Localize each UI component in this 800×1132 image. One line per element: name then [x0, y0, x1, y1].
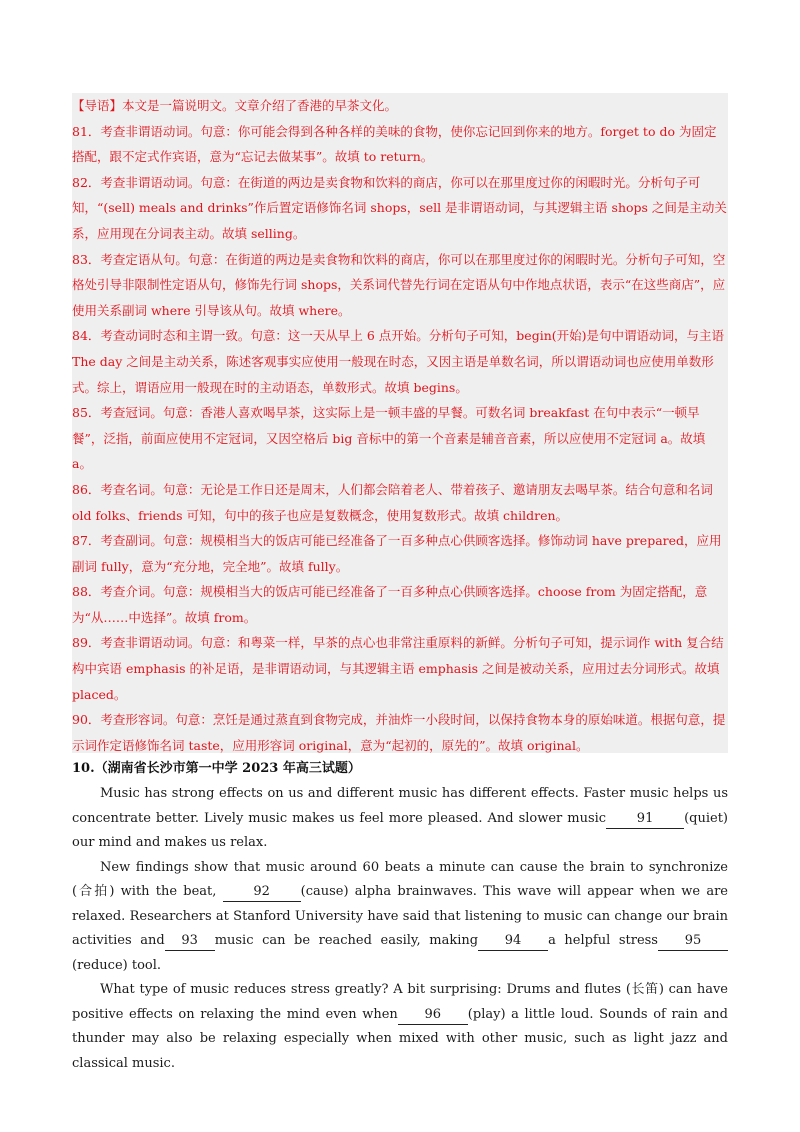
blank-93[interactable]: 93 [165, 932, 215, 951]
blank-94[interactable]: 94 [478, 932, 548, 951]
answer-item-88: 88．考查介词。句意：规模相当大的饭店可能已经准备了一百多种点心供顾客选择。choose from 为固定搭配，意为“从……中选择”。故填 from。 [72, 584, 708, 625]
passage-text: (quiet) our mind and makes us relax. [72, 810, 728, 850]
passage-text: a helpful stress [548, 933, 658, 948]
blank-92[interactable]: 92 [223, 883, 301, 902]
passage-paragraph-3 [72, 978, 728, 1076]
answer-item-85: 85．考查冠词。句意：香港人喜欢喝早茶，这实际上是一顿丰盛的早餐。可数名词 breakfast 在句中表示“一顿早餐”，泛指，前面应使用不定冠词，又因空格后 big 音标中的第一个音素是辅音音素，所以应使用不定冠词 a。故填 a。 [72, 405, 706, 472]
passage-text: music can be reached easily, making [214, 933, 479, 948]
passage-text: (cause) alpha brainwaves. This wave will appear when we are relaxed. Researchers at Stanford University have said that listening to music can change our brain activities and [72, 884, 729, 948]
passage-text: Music has strong effects on us and different music has different effects. Faster music helps us concentrate better. Lively music makes us feel more pleased. And slower music [72, 786, 728, 826]
blank-95[interactable]: 95 [658, 932, 728, 951]
answer-item-86: 86．考查名词。句意：无论是工作日还是周末，人们都会陪着老人、带着孩子、邀请朋友去喝早茶。结合句意和名词 old folks、friends 可知，句中的孩子也应是复数概念，使用复数形式。故填 children。 [72, 481, 713, 523]
answer-item-84: 84．考查动词时态和主谓一致。句意：这一天从早上 6 点开始。分析句子可知，begin(开始)是句中谓语动词，与主语 The day 之间是主动关系，陈述客观事实应使用一般现在时态，又因主语是单数名词，所以谓语动词也应使用单数形式。综上，谓语应用一般现在时的主动语态，单数形式。故填 begins。 [72, 328, 725, 395]
passage-text: What type of music reduces stress greatly? A bit surprising: Drums and flutes (长笛) can have positive effects on relaxing the mind even when [72, 982, 728, 1022]
answer-explanations [72, 93, 728, 753]
passage-text: (reduce) tool. [72, 957, 162, 973]
question-heading: 10.（湖南省长沙市第一中学 2023 年高三试题） [72, 761, 361, 776]
answer-item-90: 90．考查形容词。句意：烹饪是通过蒸直到食物完成，并油炸一小段时间，以保持食物本身的原始味道。根据句意，提示词作定语修饰名词 taste，应用形容词 original，意为“起初的，原先的”。故填 original。 [72, 712, 726, 753]
answer-item-82: 82．考查非谓语动词。句意：在街道的两边是卖食物和饮料的商店，你可以在那里度过你的闲暇时光。分析句子可知，“(sell) meals and drinks”作后置定语修饰名词 shops，sell 是非谓语动词，与其逻辑主语 shops 之间是主动关系，应用现在分词表主动。故填 selling。 [72, 174, 727, 241]
passage-text: (play) a little loud. Sounds of rain and thunder may also be relaxing especially when mixed with other music, such as light jazz and classical music. [72, 1006, 728, 1071]
passage-text: New findings show that music around 60 beats a minute can cause the brain to synchronize (合拍) with the beat, [72, 859, 728, 899]
answer-item-83: 83．考查定语从句。句意：在街道的两边是卖食物和饮料的商店，你可以在那里度过你的闲暇时光。分析句子可知，空格处引导非限制性定语从句，修饰先行词 shops，关系词代替先行词在定语从句中作地点状语，表示“在这些商店”，应使用关系副词 where 引导该从句。故填 where。 [72, 251, 726, 318]
answer-item-87: 87．考查副词。句意：规模相当大的饭店可能已经准备了一百多种点心供顾客选择。修饰动词 have prepared，应用副词 fully，意为“充分地，完全地”。故填 fully。 [72, 533, 722, 574]
answer-intro: 【导语】本文是一篇说明文。文章介绍了香港的早茶文化。 [72, 98, 398, 113]
answer-item-81: 81．考查非谓语动词。句意：你可能会得到各种各样的美味的食物，使你忘记回到你来的地方。forget to do 为固定搭配，跟不定式作宾语，意为“忘记去做某事”。故填 to return。 [72, 123, 717, 165]
blank-91[interactable]: 91 [606, 810, 684, 829]
blank-96[interactable]: 96 [398, 1006, 468, 1025]
question-passage [72, 782, 728, 1076]
passage-paragraph-1 [72, 782, 728, 856]
passage-paragraph-2 [72, 856, 728, 979]
answer-item-89: 89．考查非谓语动词。句意：和粤菜一样，早茶的点心也非常注重原料的新鲜。分析句子可知，提示词作 with 复合结构中宾语 emphasis 的补足语，是非谓语动词，与其逻辑主语 emphasis 之间是被动关系，应用过去分词形式。故填 placed。 [72, 635, 724, 702]
